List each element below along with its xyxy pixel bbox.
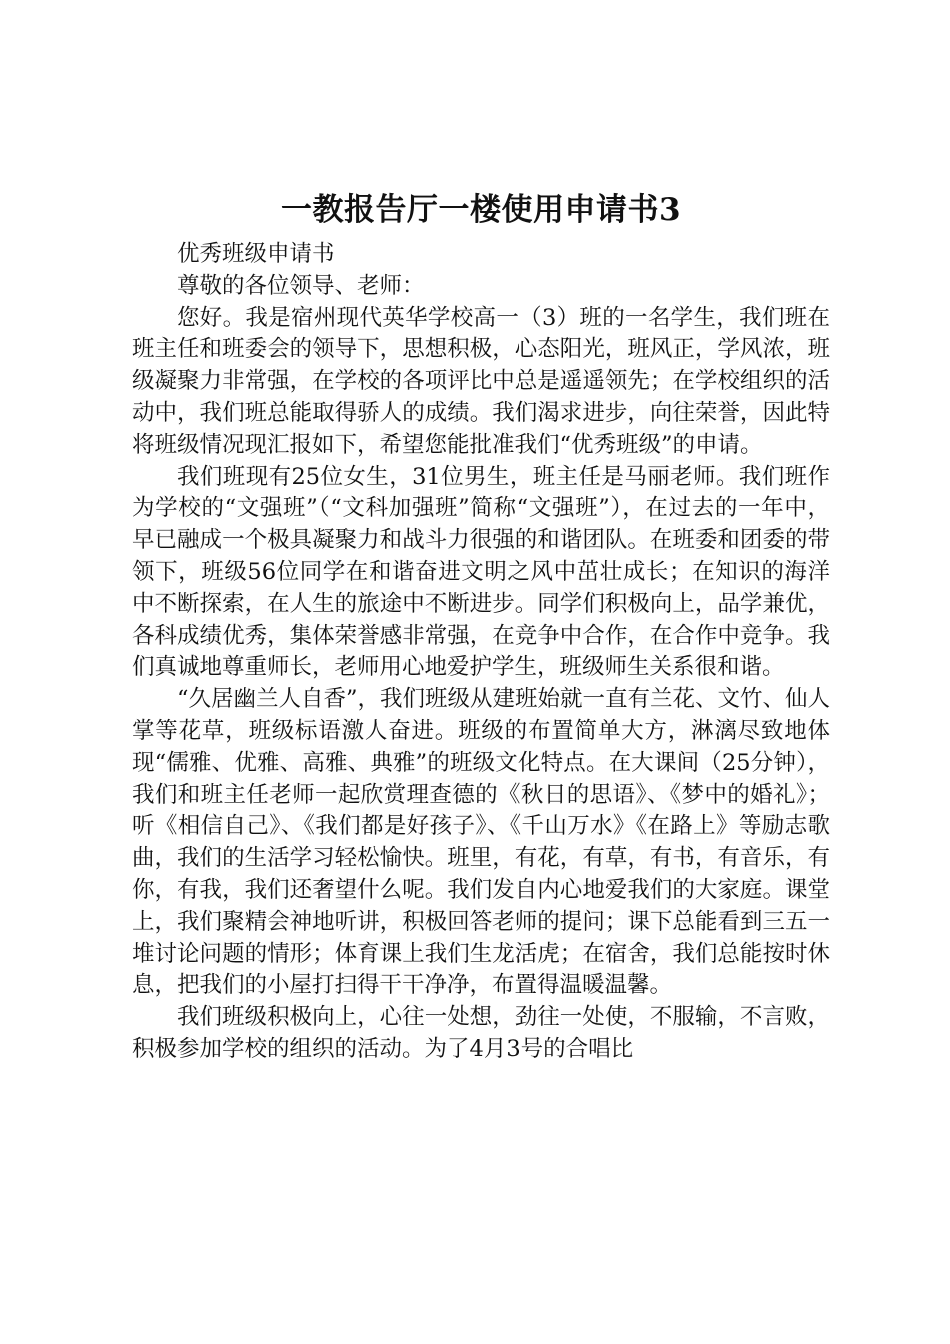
paragraph-intro: 您好。我是宿州现代英华学校高一（3）班的一名学生，我们班在班主任和班委会的领导下，思想积极，心态阳光，班风正，学风浓，班级凝聚力非常强，在学校的各项评比中总是遥遥领先；在学校组织的活动中，我们班总能取得骄人的成绩。我们渴求进步，向往荣誉，因此特将班级情况现汇报如下，希望您能批准我们“优秀班级”的申请。: [132, 304, 830, 458]
paragraph-activities: 我们班级积极向上，心往一处想，劲往一处使，不服输，不言败，积极参加学校的组织的活动。为了4月3号的合唱比: [132, 1004, 830, 1062]
document-title: 一教报告厅一楼使用申请书3: [280, 192, 682, 228]
paragraph-subtitle: 优秀班级申请书: [177, 241, 335, 267]
paragraph-class-overview: 我们班现有25位女生，31位男生，班主任是马丽老师。我们班作为学校的“文强班”（“文科加强班”简称“文强班”），在过去的一年中，早已融成一个极具凝聚力和战斗力很强的和谐团队。在班委和团委的带领下，班级56位同学在和谐奋进文明之风中茁壮成长；在知识的海洋中不断探索，在人生的旅途中不断进步。同学们积极向上，品学兼优，各科成绩优秀，集体荣誉感非常强，在竞争中合作，在合作中竞争。我们真诚地尊重师长，老师用心地爱护学生，班级师生关系很和谐。: [132, 463, 830, 681]
paragraph-salutation: 尊敬的各位领导、老师：: [177, 272, 425, 299]
paragraph-class-culture: “久居幽兰人自香”，我们班级从建班始就一直有兰花、文竹、仙人掌等花草，班级标语激人奋进。班级的布置简单大方，淋漓尽致地体现“儒雅、优雅、高雅、典雅”的班级文化特点。在大课间（25分钟），我们和班主任老师一起欣赏理查德的《秋日的思语》、《梦中的婚礼》；听《相信自己》、《我们都是好孩子》、《千山万水》《在路上》等励志歌曲，我们的生活学习轻松愉快。班里，有花，有草，有书，有音乐，有你，有我，我们还奢望什么呢。我们发自内心地爱我们的大家庭。课堂上，我们聚精会神地听讲，积极回答老师的提问；课下总能看到三五一堆讨论问题的情形；体育课上我们生龙活虎；在宿舍，我们总能按时休息，把我们的小屋打扫得干干净净，布置得温暖温馨。: [132, 686, 831, 999]
document-page: [132, 185, 830, 1066]
